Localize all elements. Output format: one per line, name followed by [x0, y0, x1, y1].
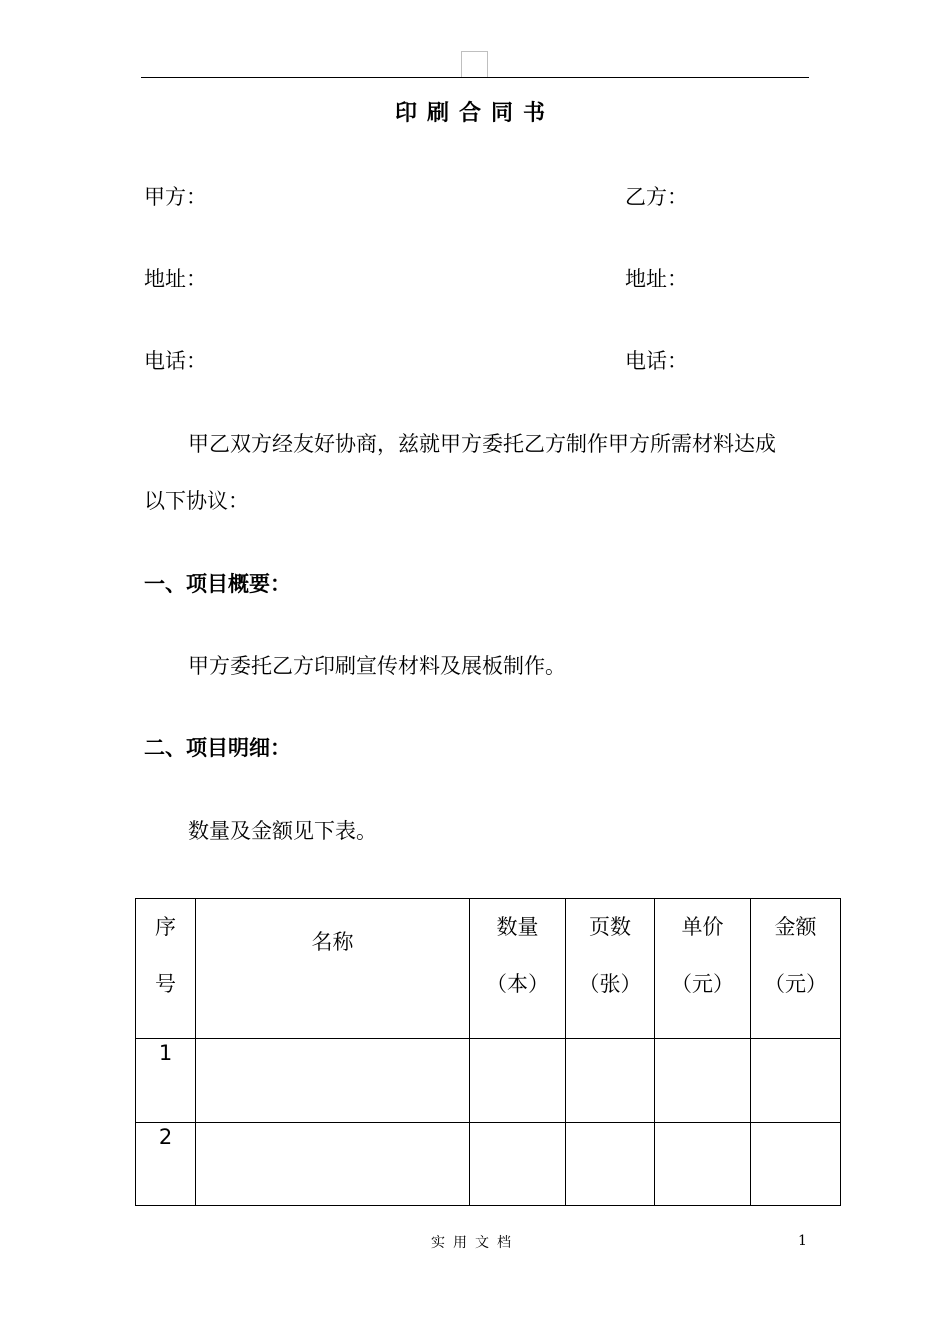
header-no-line1: 序 — [155, 915, 176, 939]
footer-text: 实用文档 — [431, 1235, 519, 1251]
header-rule — [141, 77, 809, 78]
party-b-phone-label: 电话： — [625, 349, 688, 373]
row-pages-cell[interactable] — [566, 1123, 655, 1206]
row-name-cell[interactable] — [196, 1123, 470, 1206]
row-quantity-cell[interactable] — [470, 1039, 566, 1123]
header-quantity-line1: 数量 — [496, 915, 539, 939]
document-title: 印刷合同书 — [394, 101, 555, 126]
row-quantity-cell[interactable] — [470, 1123, 566, 1206]
header-unit-price-line2: （元） — [671, 972, 734, 996]
header-cell-amount — [751, 899, 841, 1039]
party-a-phone-label: 电话： — [144, 349, 207, 373]
section-2-heading: 二、项目明细： — [144, 736, 291, 760]
header-cell-pages — [566, 899, 655, 1039]
header-unit-price-line1: 单价 — [681, 915, 724, 939]
header-pages-line2: （张） — [578, 972, 642, 996]
party-b-address-label: 地址： — [625, 267, 688, 291]
row-amount-cell[interactable] — [751, 1123, 841, 1206]
row-amount-cell[interactable] — [751, 1039, 841, 1123]
row-pages-cell[interactable] — [566, 1039, 655, 1123]
row-no-cell[interactable]: 2 — [136, 1123, 196, 1206]
header-pages-line1: 页数 — [589, 915, 631, 939]
section-2-body: 数量及金额见下表。 — [188, 819, 377, 843]
header-amount-line1: 金额 — [774, 915, 817, 939]
table-header-row — [136, 899, 841, 1039]
header-amount-line2: （元） — [764, 972, 827, 996]
header-cell-no — [136, 899, 196, 1039]
row-name-cell[interactable] — [196, 1039, 470, 1123]
section-1-heading: 一、项目概要： — [144, 572, 291, 596]
party-a-address-label: 地址： — [144, 267, 207, 291]
header-name-text: 名称 — [311, 930, 354, 954]
header-quantity-line2: （本） — [486, 972, 549, 996]
intro-line-1: 甲乙双方经友好协商，兹就甲方委托乙方制作甲方所需材料达成 — [188, 432, 776, 456]
row-no-cell[interactable]: 1 — [136, 1039, 196, 1123]
header-cell-quantity — [470, 899, 566, 1039]
section-1-body: 甲方委托乙方印刷宣传材料及展板制作。 — [188, 654, 566, 678]
header-box — [461, 51, 488, 77]
row-unit-price-cell[interactable] — [655, 1123, 751, 1206]
header-cell-unit-price — [655, 899, 751, 1039]
header-cell-name — [196, 899, 470, 1039]
header-no-line2: 号 — [155, 972, 176, 996]
page-number: 1 — [798, 1233, 807, 1249]
intro-line-2: 以下协议： — [144, 489, 249, 513]
party-b-label: 乙方： — [625, 185, 688, 209]
row-unit-price-cell[interactable] — [655, 1039, 751, 1123]
items-table — [135, 898, 841, 1206]
table-row — [136, 1123, 841, 1206]
table-row — [136, 1039, 841, 1123]
party-a-label: 甲方： — [144, 185, 207, 209]
